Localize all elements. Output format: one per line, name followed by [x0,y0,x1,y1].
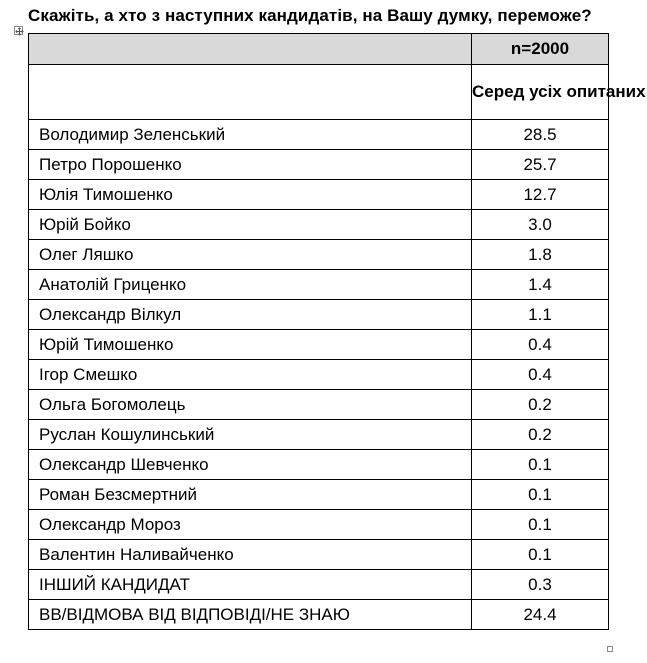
table-row [29,120,609,150]
candidate-name: Ігор Смешко [29,360,472,390]
table-row [29,420,609,450]
candidate-percent: 24.4 [472,600,609,630]
candidate-percent: 0.1 [472,450,609,480]
table-row [29,150,609,180]
candidate-percent: 0.2 [472,390,609,420]
candidate-percent: 12.7 [472,180,609,210]
candidate-name: Ольга Богомолець [29,390,472,420]
table-row [29,180,609,210]
candidate-name: Роман Безсмертний [29,480,472,510]
table-row [29,240,609,270]
table-row [29,330,609,360]
candidate-percent: 0.1 [472,480,609,510]
candidate-name: Валентин Наливайченко [29,540,472,570]
candidate-name: Олександр Вілкул [29,300,472,330]
table-subheader-row [29,65,609,120]
candidate-percent: 1.8 [472,240,609,270]
table-row [29,450,609,480]
subheader-empty-cell [29,65,472,120]
table-row [29,570,609,600]
candidate-name: Олександр Шевченко [29,450,472,480]
table-row [29,270,609,300]
table-row [29,210,609,240]
sample-size-header: n=2000 [472,34,609,65]
candidate-percent: 0.2 [472,420,609,450]
candidate-name: Петро Порошенко [29,150,472,180]
candidate-percent: 0.1 [472,510,609,540]
candidate-percent: 1.4 [472,270,609,300]
question-title: Скажіть, а хто з наступних кандидатів, на Вашу думку, переможе? [28,6,592,25]
table-row [29,360,609,390]
results-table [28,33,646,630]
candidate-name: Юрій Бойко [29,210,472,240]
candidate-percent: 0.4 [472,330,609,360]
candidate-name: Володимир Зеленський [29,120,472,150]
candidate-percent: 3.0 [472,210,609,240]
candidate-name: ВВ/ВІДМОВА ВІД ВІДПОВІДІ/НЕ ЗНАЮ [29,600,472,630]
candidate-percent: 0.1 [472,540,609,570]
table-row [29,540,609,570]
table-row [29,510,609,540]
candidate-percent: 1.1 [472,300,609,330]
candidate-name: Олександр Мороз [29,510,472,540]
candidate-name: Юрій Тимошенко [29,330,472,360]
candidate-name: Юлія Тимошенко [29,180,472,210]
table-row [29,480,609,510]
candidate-name: Анатолій Гриценко [29,270,472,300]
table-row [29,600,609,630]
candidate-name: Олег Ляшко [29,240,472,270]
candidate-name: Руслан Кошулинський [29,420,472,450]
candidate-percent: 0.4 [472,360,609,390]
table-resize-handle[interactable] [607,646,613,652]
candidate-percent: 25.7 [472,150,609,180]
table-move-handle-icon[interactable] [14,26,23,35]
table-header-row [29,34,609,65]
candidate-percent: 28.5 [472,120,609,150]
table-row [29,300,609,330]
candidate-percent: 0.3 [472,570,609,600]
table-row [29,390,609,420]
subheader-label: Серед усіх опитаних [472,65,609,120]
candidate-name: ІНШИЙ КАНДИДАТ [29,570,472,600]
header-empty-cell [29,34,472,65]
